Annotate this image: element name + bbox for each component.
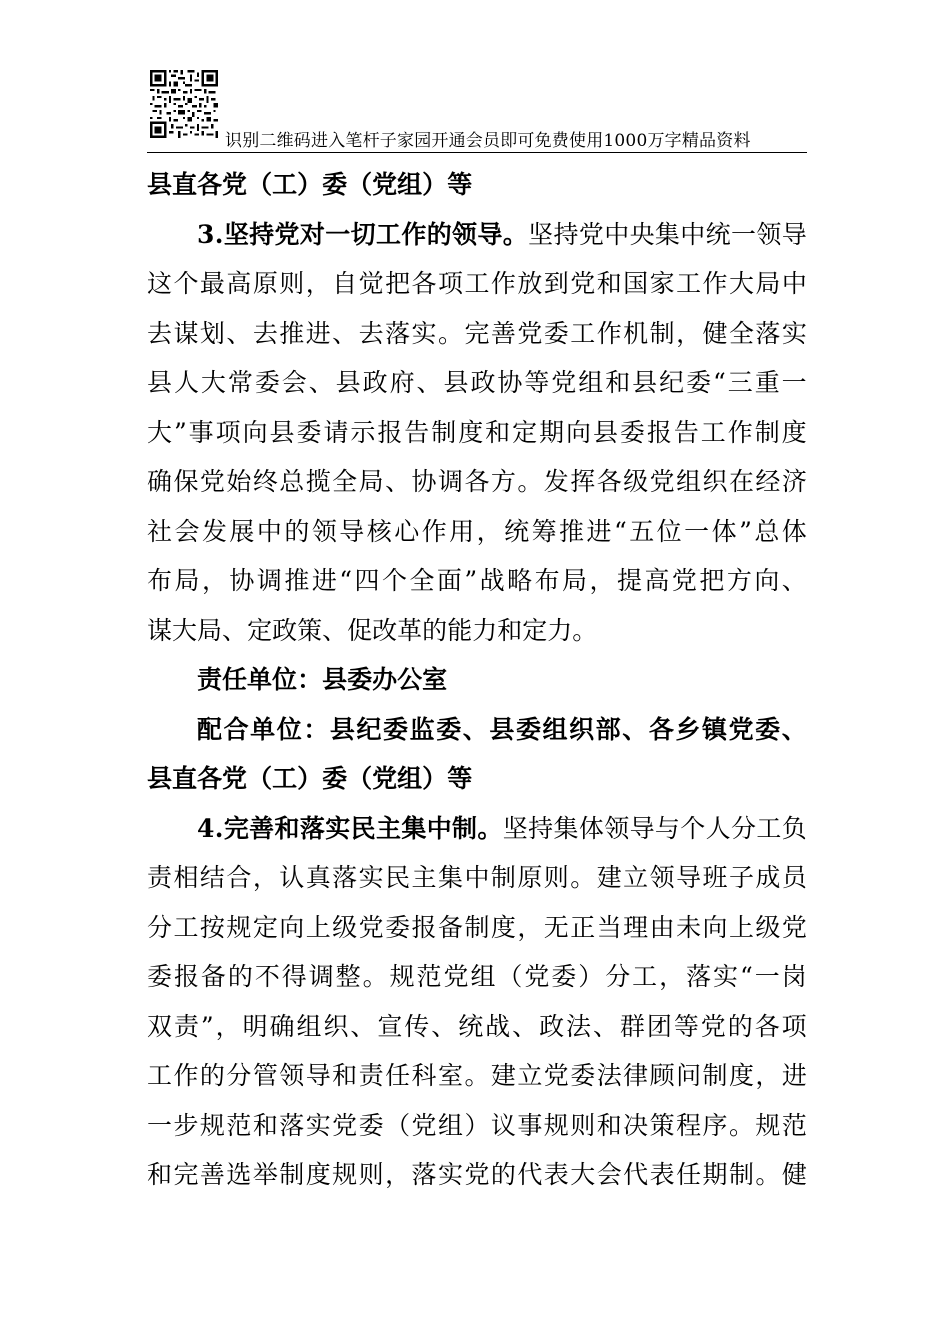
text-line: 委 报 备 的 不 得 调 整 。 规 范 党 组 （ 党 委 ） 分 工 ， 落 实 “ 一 岗 — [147, 962, 807, 991]
text-line: 责 相 结 合 ， 认 真 落 实 民 主 集 中 制 原 则 。 建 立 领 导 班 子 成 员 — [147, 863, 807, 892]
text-line: 4 . 完 善 和 落 实 民 主 集 中 制 。 坚 持 集 体 领 导 与 个 人 分 工 负 — [197, 813, 807, 843]
text-line: 县 直 各 党 （ 工 ） 委 （ 党 组 ） 等 — [147, 170, 473, 199]
header-caption: 识别二维码进入笔杆子家园开通会员即可免费使用1000万字精品资料 — [225, 131, 751, 151]
text-line: 双 责 ” ， 明 确 组 织 、 宣 传 、 统 战 、 政 法 、 群 团 等 党 的 各 项 — [147, 1011, 807, 1041]
text-line: 社 会 发 展 中 的 领 导 核 心 作 用 ， 统 筹 推 进 “ 五 位 一 体 ” 总 体 — [147, 516, 807, 546]
text-line: 配 合 单 位 ： 县 纪 委 监 委 、 县 委 组 织 部 、 各 乡 镇 党 委 、 — [197, 714, 807, 744]
text-line: 工 作 的 分 管 领 导 和 责 任 科 室 。 建 立 党 委 法 律 顾 问 制 度 ， 进 — [147, 1061, 807, 1090]
text-line: 和 完 善 选 举 制 度 规 则 ， 落 实 党 的 代 表 大 会 代 表 任 期 制 。 健 — [147, 1160, 807, 1189]
text-line: 这 个 最 高 原 则 ， 自 觉 把 各 项 工 作 放 到 党 和 国 家 工 作 大 局 中 — [147, 269, 807, 298]
text-line: 一 步 规 范 和 落 实 党 委 （ 党 组 ） 议 事 规 则 和 决 策 程 序 。 规 范 — [147, 1110, 807, 1140]
page-header — [147, 70, 807, 153]
text-line: 大 ” 事 项 向 县 委 请 示 报 告 制 度 和 定 期 向 县 委 报 告 工 作 制 度 — [147, 417, 807, 447]
document-body — [147, 160, 807, 1200]
header-rule — [147, 152, 807, 153]
text-line: 3 . 坚 持 党 对 一 切 工 作 的 领 导 。 坚 持 党 中 央 集 中 统 一 领 导 — [197, 219, 807, 249]
text-line: 确 保 党 始 终 总 揽 全 局 、 协 调 各 方 。 发 挥 各 级 党 组 织 在 经 济 — [147, 467, 807, 496]
text-line: 布 局 ， 协 调 推 进 “ 四 个 全 面 ” 战 略 布 局 ， 提 高 党 把 方 向 、 — [147, 566, 807, 595]
text-line: 县 人 大 常 委 会 、 县 政 府 、 县 政 协 等 党 组 和 县 纪 委 “ 三 重 一 — [147, 368, 807, 397]
text-line: 责 任 单 位 ： 县 委 办 公 室 — [197, 665, 448, 694]
text-line: 去 谋 划 、 去 推 进 、 去 落 实 。 完 善 党 委 工 作 机 制 ， 健 全 落 实 — [147, 318, 807, 348]
text-line: 分 工 按 规 定 向 上 级 党 委 报 备 制 度 ， 无 正 当 理 由 未 向 上 级 党 — [147, 912, 807, 942]
text-line: 县 直 各 党 （ 工 ） 委 （ 党 组 ） 等 — [147, 764, 473, 793]
qr-code-icon — [147, 70, 221, 138]
text-line: 谋 大 局 、 定 政 策 、 促 改 革 的 能 力 和 定 力 。 — [147, 615, 598, 645]
